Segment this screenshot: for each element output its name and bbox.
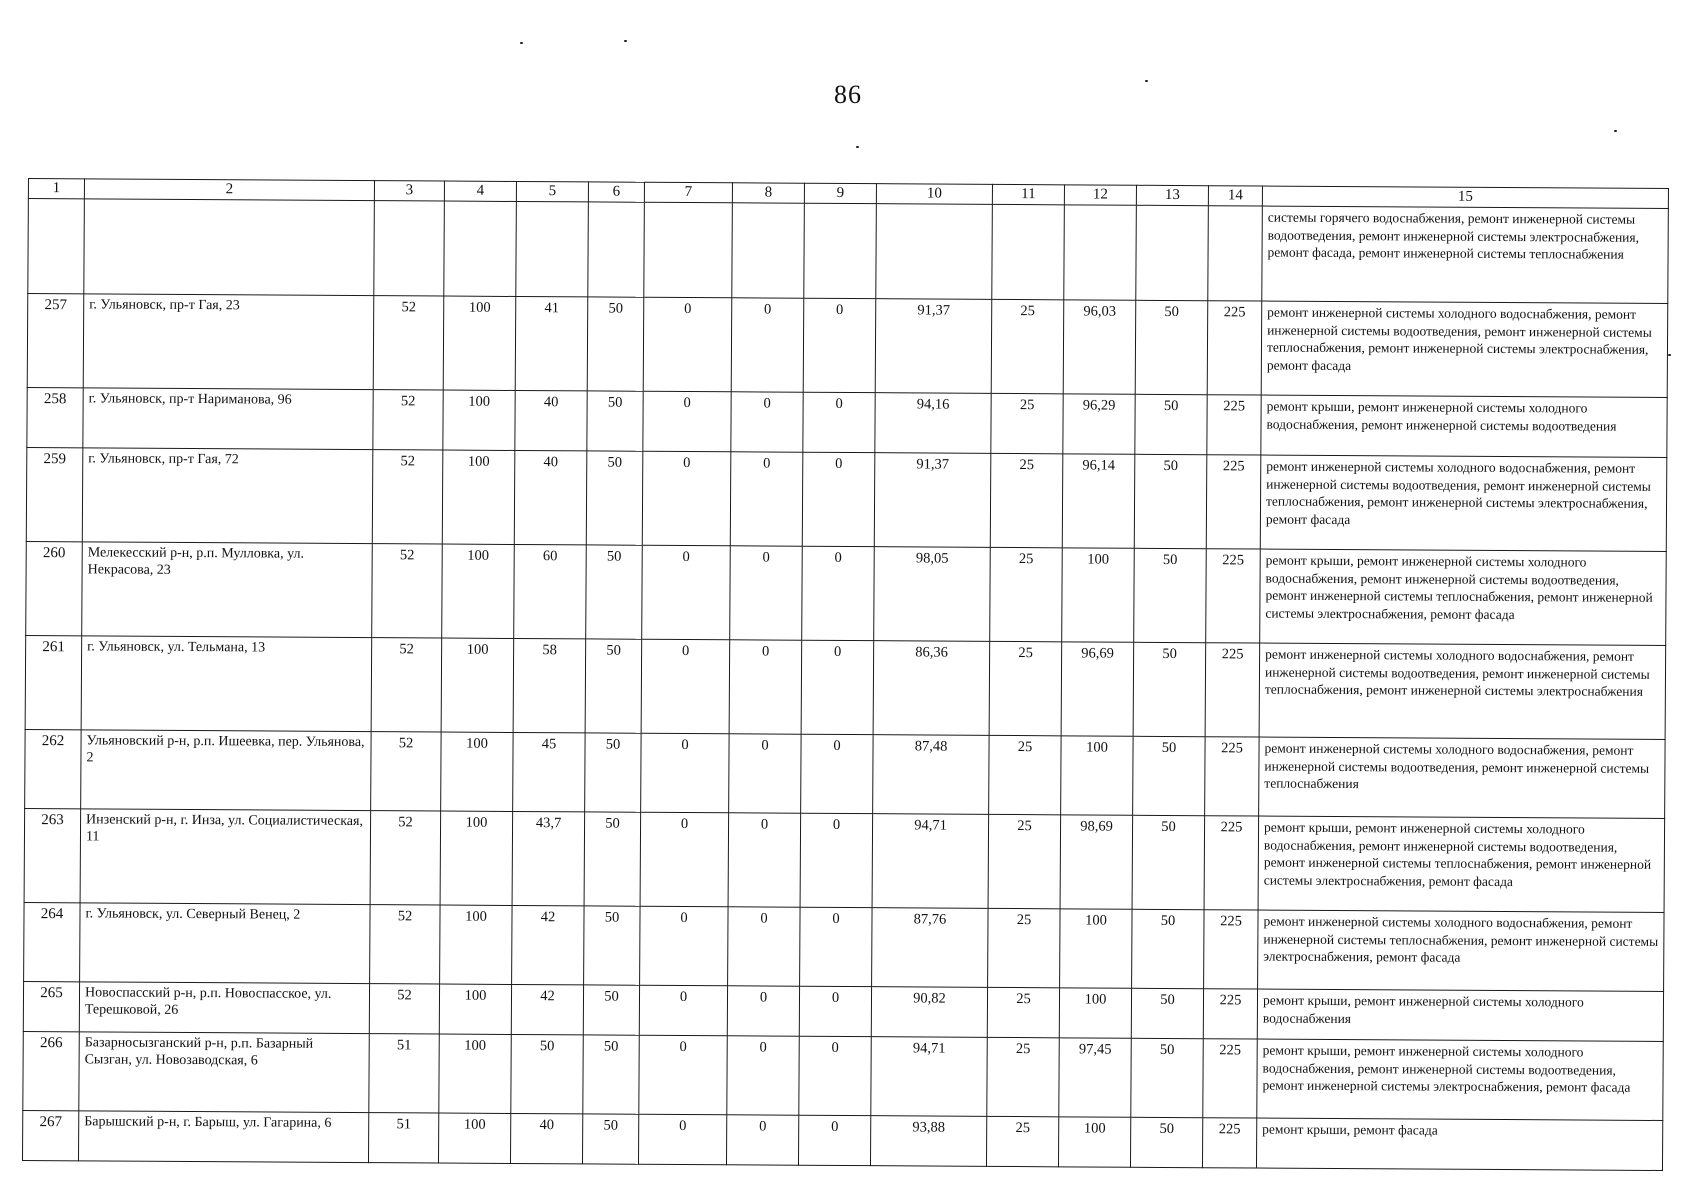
scan-speck — [1145, 80, 1148, 82]
value-cell: 40 — [515, 390, 587, 450]
value-cell: 0 — [640, 812, 729, 907]
column-header: 10 — [876, 184, 992, 204]
scan-speck — [520, 42, 523, 44]
value-cell: 100 — [443, 296, 516, 390]
value-cell: 0 — [802, 546, 875, 640]
value-cell: 0 — [798, 1115, 870, 1165]
value-cell: 40 — [514, 450, 587, 544]
value-cell: 50 — [583, 985, 639, 1035]
column-header: 6 — [588, 182, 644, 202]
continuation-row — [28, 198, 1669, 303]
value-cell: 225 — [1206, 548, 1261, 642]
value-cell: 100 — [442, 544, 515, 638]
value-cell: 50 — [1133, 736, 1205, 815]
row-number: 261 — [25, 635, 82, 729]
value-cell: 50 — [1133, 642, 1206, 736]
value-cell: 52 — [372, 543, 443, 637]
empty-cell — [644, 202, 733, 298]
value-cell: 25 — [987, 1037, 1059, 1116]
value-cell: 100 — [441, 638, 514, 732]
column-header: 13 — [1136, 185, 1208, 205]
value-cell: 0 — [803, 298, 876, 392]
scan-speck — [1668, 354, 1671, 356]
registry-table — [22, 178, 1669, 1171]
value-cell: 52 — [371, 637, 442, 731]
table-row — [26, 541, 1667, 645]
value-cell: 100 — [442, 450, 515, 544]
value-cell: 0 — [643, 391, 731, 452]
value-cell: 0 — [643, 297, 732, 392]
row-number: 258 — [27, 387, 83, 447]
value-cell: 50 — [1134, 548, 1207, 642]
value-cell: 225 — [1207, 300, 1262, 394]
value-cell: 87,76 — [872, 907, 988, 987]
column-header: 5 — [516, 181, 588, 201]
value-cell: 91,37 — [875, 298, 992, 393]
works-description: ремонт крыши, ремонт инженерной системы холодного водоснабжения — [1257, 989, 1663, 1041]
table-row — [26, 447, 1667, 551]
value-cell: 50 — [1132, 815, 1205, 909]
value-cell: 0 — [729, 640, 802, 734]
value-cell: 0 — [638, 1114, 726, 1165]
address-cell: Базарносызганский р-н, р.п. Базарный Сызган, ул. Новозаводская, 6 — [79, 1032, 369, 1113]
address-cell: Барышский р-н, г. Барыш, ул. Гагарина, 6 — [78, 1111, 368, 1163]
value-cell: 25 — [991, 393, 1063, 453]
column-header: 4 — [444, 181, 516, 201]
value-cell: 25 — [988, 908, 1060, 987]
value-cell: 0 — [640, 906, 728, 986]
value-cell: 25 — [988, 814, 1061, 908]
value-cell: 0 — [802, 452, 875, 546]
value-cell: 50 — [587, 391, 643, 451]
works-description: ремонт крыши, ремонт инженерной системы холодного водоснабжения, ремонт инженерной системы водоотведения — [1261, 395, 1667, 457]
empty-cell — [374, 200, 445, 295]
value-cell: 52 — [370, 810, 441, 904]
row-number: 267 — [22, 1110, 78, 1160]
empty-cell — [516, 201, 589, 296]
value-cell: 0 — [642, 451, 731, 546]
value-cell: 52 — [372, 449, 443, 543]
works-description: ремонт крыши, ремонт инженерной системы холодного водоснабжения, ремонт инженерной системы водоотведения, ремонт инженерной системы электроснабжения, ремонт фасада — [1257, 1039, 1663, 1120]
value-cell: 50 — [583, 1035, 639, 1114]
column-header: 9 — [804, 183, 876, 203]
value-cell: 51 — [369, 1033, 439, 1112]
value-cell: 90,82 — [871, 986, 987, 1037]
column-header: 8 — [732, 183, 804, 203]
value-cell: 0 — [803, 392, 875, 452]
value-cell: 225 — [1205, 736, 1259, 815]
value-cell: 0 — [731, 298, 804, 392]
value-cell: 0 — [730, 452, 803, 546]
table-row — [25, 729, 1665, 818]
value-cell: 0 — [726, 1115, 798, 1165]
value-cell: 225 — [1206, 454, 1261, 548]
value-cell: 94,71 — [871, 1036, 987, 1116]
value-cell: 50 — [586, 545, 643, 639]
value-cell: 0 — [800, 907, 872, 986]
value-cell: 98,05 — [874, 546, 991, 641]
value-cell: 0 — [731, 392, 803, 452]
value-cell: 41 — [515, 296, 588, 390]
value-cell: 96,29 — [1063, 394, 1135, 454]
value-cell: 52 — [370, 904, 440, 983]
works-description: ремонт инженерной системы холодного водоснабжения, ремонт инженерной системы теплоснабжения, ремонт инженерной системы электроснабжения, ремонт фасада — [1258, 910, 1664, 991]
scan-speck — [856, 146, 859, 148]
value-cell: 225 — [1203, 1038, 1257, 1117]
value-cell: 25 — [991, 299, 1064, 393]
value-cell: 100 — [1059, 988, 1131, 1038]
value-cell: 0 — [639, 985, 727, 1036]
value-cell: 0 — [728, 907, 800, 986]
row-number: 259 — [26, 447, 83, 541]
value-cell: 91,37 — [874, 452, 991, 547]
empty-cell — [732, 203, 805, 298]
row-number: 263 — [24, 808, 81, 902]
value-cell: 0 — [727, 1036, 799, 1115]
value-cell: 42 — [512, 905, 584, 984]
page-number: 86 — [834, 80, 862, 109]
column-header: 14 — [1208, 186, 1262, 206]
value-cell: 50 — [511, 1034, 583, 1113]
works-description: ремонт крыши, ремонт инженерной системы холодного водоснабжения, ремонт инженерной системы водоотведения, ремонт инженерной системы теплоснабжения, ремонт инженерной системы электроснабжения, ремонт фасада — [1258, 816, 1665, 912]
table-row — [27, 293, 1668, 397]
empty-cell — [1136, 205, 1209, 300]
value-cell: 40 — [510, 1113, 582, 1163]
value-cell: 0 — [641, 733, 729, 813]
value-cell: 50 — [1131, 1038, 1203, 1117]
value-cell: 50 — [1131, 988, 1203, 1038]
value-cell: 50 — [587, 297, 644, 391]
empty-cell — [876, 203, 993, 299]
row-number: 260 — [26, 541, 83, 635]
works-description: ремонт инженерной системы холодного водоснабжения, ремонт инженерной системы водоотведения, ремонт инженерной системы теплоснабжения, ремонт инженерной системы электроснабжения, ремонт фасада — [1261, 301, 1668, 397]
value-cell: 25 — [990, 547, 1063, 641]
table-row — [24, 808, 1665, 912]
table-row — [24, 902, 1664, 991]
value-cell: 98,69 — [1060, 815, 1133, 909]
empty-cell — [804, 203, 877, 298]
address-cell: Инзенский р-н, г. Инза, ул. Социалистическая, 11 — [80, 809, 371, 905]
value-cell: 50 — [1132, 909, 1204, 988]
value-cell: 0 — [801, 640, 874, 734]
value-cell: 0 — [727, 986, 799, 1036]
value-cell: 0 — [728, 813, 801, 907]
value-cell: 50 — [1135, 394, 1207, 454]
value-cell: 0 — [729, 734, 801, 813]
row-number: 264 — [24, 902, 80, 981]
value-cell: 0 — [641, 639, 730, 734]
empty-cell — [84, 199, 375, 296]
value-cell: 100 — [441, 732, 513, 811]
column-header: 7 — [644, 182, 732, 202]
value-cell: 25 — [989, 735, 1061, 814]
value-cell: 100 — [443, 390, 515, 450]
empty-cell — [444, 201, 517, 296]
value-cell: 96,03 — [1063, 300, 1136, 394]
value-cell: 100 — [440, 905, 512, 984]
value-cell: 86,36 — [873, 640, 990, 735]
works-description: ремонт инженерной системы холодного водоснабжения, ремонт инженерной системы водоотведения, ремонт инженерной системы теплоснабжения, ремонт инженерной системы электроснабжения, ремонт фасада — [1260, 455, 1667, 551]
value-cell: 0 — [801, 734, 873, 813]
value-cell: 50 — [1130, 1117, 1202, 1167]
value-cell: 25 — [990, 453, 1063, 547]
works-description: ремонт крыши, ремонт инженерной системы холодного водоснабжения, ремонт инженерной системы водоотведения, ремонт инженерной системы теплоснабжения, ремонт инженерной системы электроснабжения, ремонт фасада — [1260, 549, 1667, 645]
address-cell: Новоспасский р-н, р.п. Новоспасское, ул. Терешковой, 26 — [79, 982, 369, 1034]
value-cell: 100 — [439, 984, 511, 1034]
empty-cell — [1064, 205, 1137, 300]
empty-cell — [28, 198, 85, 293]
value-cell: 42 — [511, 984, 583, 1034]
column-header: 3 — [374, 181, 444, 201]
empty-cell — [588, 202, 645, 297]
row-number: 257 — [27, 293, 84, 387]
value-cell: 25 — [986, 1116, 1058, 1166]
value-cell: 0 — [730, 546, 803, 640]
value-cell: 100 — [1061, 736, 1133, 815]
works-description: системы горячего водоснабжения, ремонт инженерной системы водоотведения, ремонт инженерной системы электроснабжения, ремонт фасада, ремонт инженерной системы теплоснабжения — [1262, 206, 1669, 303]
value-cell: 100 — [440, 811, 513, 905]
table-row — [22, 1110, 1662, 1170]
value-cell: 96,14 — [1062, 454, 1135, 548]
value-cell: 225 — [1202, 1117, 1256, 1167]
value-cell: 94,71 — [872, 813, 989, 908]
table-row — [23, 1031, 1663, 1120]
value-cell: 225 — [1207, 394, 1261, 454]
value-cell: 60 — [514, 544, 587, 638]
scan-speck — [624, 40, 627, 42]
value-cell: 225 — [1204, 909, 1258, 988]
address-cell: г. Ульяновск, ул. Северный Венец, 2 — [80, 903, 370, 984]
value-cell: 94,16 — [875, 392, 991, 453]
value-cell: 100 — [1060, 909, 1132, 988]
column-header: 15 — [1262, 186, 1668, 208]
value-cell: 50 — [1134, 454, 1207, 548]
value-cell: 93,88 — [870, 1115, 986, 1166]
value-cell: 52 — [373, 389, 443, 449]
column-header: 1 — [28, 179, 84, 199]
value-cell: 225 — [1203, 988, 1257, 1038]
table-row — [25, 635, 1666, 739]
empty-cell — [1208, 205, 1263, 300]
value-cell: 58 — [513, 638, 586, 732]
value-cell: 50 — [585, 733, 641, 812]
address-cell: г. Ульяновск, пр-т Гая, 72 — [82, 448, 373, 544]
works-description: ремонт крыши, ремонт фасада — [1256, 1118, 1662, 1170]
value-cell: 51 — [368, 1112, 438, 1162]
value-cell: 225 — [1204, 815, 1259, 909]
value-cell: 50 — [584, 906, 640, 985]
value-cell: 52 — [369, 983, 439, 1033]
value-cell: 50 — [582, 1114, 638, 1164]
value-cell: 100 — [439, 1034, 511, 1113]
column-header: 2 — [84, 179, 374, 201]
works-description: ремонт инженерной системы холодного водоснабжения, ремонт инженерной системы водоотведения, ремонт инженерной системы теплоснабжения, ремонт инженерной системы электроснабжения — [1259, 643, 1666, 739]
address-cell: Ульяновский р-н, р.п. Ишеевка, пер. Ульянова, 2 — [81, 730, 371, 811]
value-cell: 45 — [513, 732, 585, 811]
value-cell: 52 — [373, 295, 444, 389]
address-cell: г. Ульяновск, пр-т Нариманова, 96 — [83, 388, 373, 450]
value-cell: 0 — [800, 813, 873, 907]
value-cell: 43,7 — [512, 811, 585, 905]
empty-cell — [992, 204, 1065, 299]
value-cell: 0 — [642, 545, 731, 640]
value-cell: 100 — [1062, 548, 1135, 642]
value-cell: 87,48 — [873, 734, 989, 814]
value-cell: 225 — [1205, 642, 1260, 736]
value-cell: 100 — [1058, 1117, 1130, 1167]
value-cell: 50 — [584, 812, 641, 906]
row-number: 266 — [23, 1031, 79, 1110]
column-header: 11 — [992, 184, 1064, 204]
value-cell: 50 — [585, 639, 642, 733]
value-cell: 0 — [639, 1035, 727, 1115]
value-cell: 25 — [987, 987, 1059, 1037]
address-cell: г. Ульяновск, ул. Тельмана, 13 — [81, 636, 372, 732]
address-cell: Мелекесский р-н, р.п. Мулловка, ул. Некрасова, 23 — [82, 542, 373, 638]
value-cell: 96,69 — [1061, 642, 1134, 736]
value-cell: 50 — [1135, 300, 1208, 394]
works-description: ремонт инженерной системы холодного водоснабжения, ремонт инженерной системы водоотведения, ремонт инженерной системы теплоснабжения — [1259, 737, 1665, 818]
value-cell: 0 — [799, 1036, 871, 1115]
address-cell: г. Ульяновск, пр-т Гая, 23 — [83, 294, 374, 390]
table-row — [27, 387, 1667, 457]
value-cell: 50 — [586, 451, 643, 545]
row-number: 265 — [23, 981, 79, 1031]
value-cell: 97,45 — [1059, 1038, 1131, 1117]
scan-speck — [1614, 130, 1617, 132]
row-number: 262 — [25, 729, 81, 808]
value-cell: 52 — [371, 731, 441, 810]
value-cell: 0 — [799, 986, 871, 1036]
value-cell: 100 — [438, 1113, 510, 1163]
document-sheet — [22, 178, 1668, 1171]
column-header: 12 — [1064, 185, 1136, 205]
value-cell: 25 — [989, 641, 1062, 735]
